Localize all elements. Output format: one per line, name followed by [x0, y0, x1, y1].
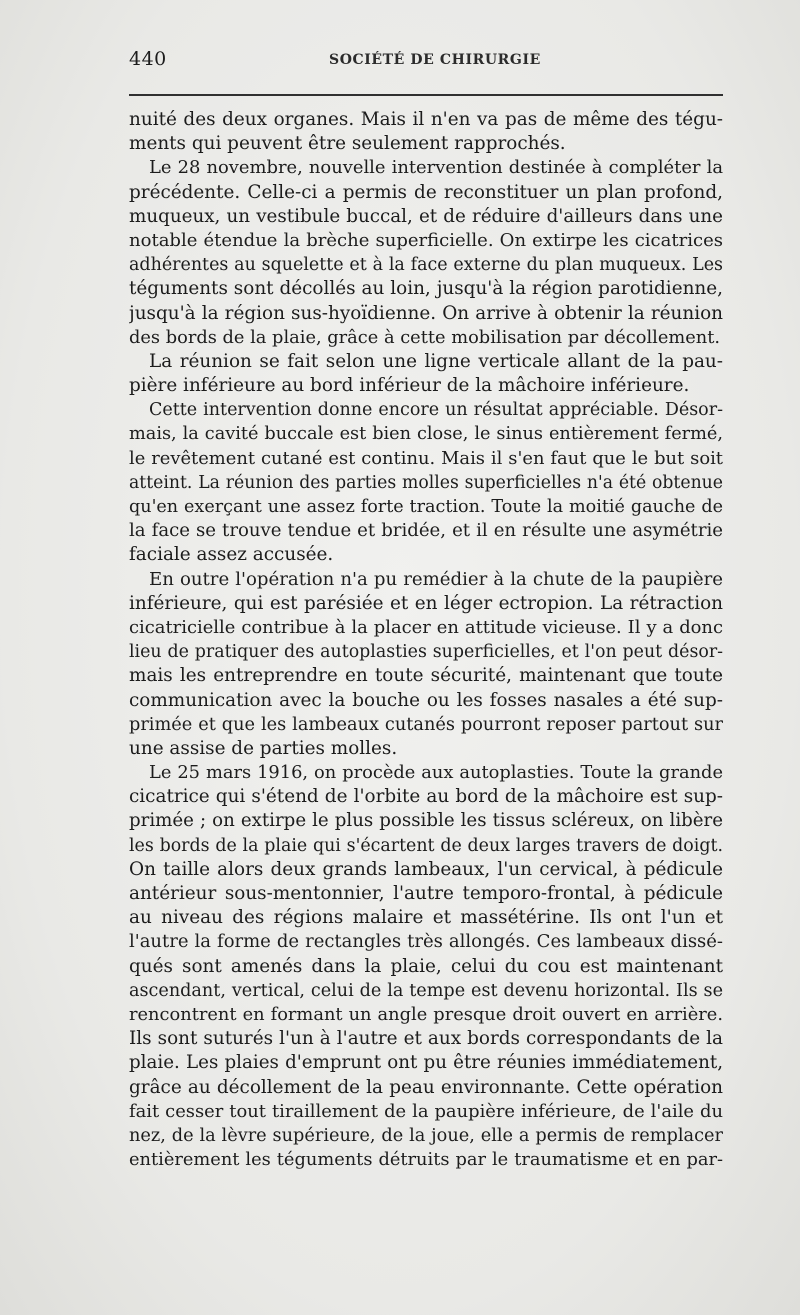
text-line: des bords de la plaie, grâce à cette mobilisation par décollement.	[129, 326, 721, 348]
text-line: primée et que les lambeaux cutanés pourront reposer partout sur	[129, 714, 723, 735]
text-line: mais les entreprendre en toute sécurité, maintenant que toute	[129, 665, 723, 687]
running-title: SOCIÉTÉ DE CHIRURGIE	[329, 52, 541, 68]
text-line: notable étendue la brèche superficielle. On extirpe les cicatrices	[129, 229, 723, 251]
text-line: adhérentes au squelette et à la face externe du plan muqueux. Les	[129, 255, 723, 276]
body-text	[129, 108, 723, 1172]
text-line: La réunion se fait selon une ligne verticale allant de la pau-	[149, 350, 723, 372]
text-line: Ils sont suturés l'un à l'autre et aux bords correspondants de la	[129, 1028, 723, 1050]
text-line: Cette intervention donne encore un résultat appréciable. Désor-	[149, 400, 723, 421]
text-line: téguments sont décollés au loin, jusqu'à la région parotidienne,	[129, 278, 723, 300]
text-line: le revêtement cutané est continu. Mais il s'en faut que le but soit	[129, 447, 723, 469]
text-line: On taille alors deux grands lambeaux, l'un cervical, à pédicule	[129, 858, 723, 880]
text-line: cicatricielle contribue à la placer en attitude vicieuse. Il y a donc	[129, 616, 723, 638]
text-line: la face se trouve tendue et bridée, et il en résulte une asymétrie	[129, 520, 723, 542]
text-line: qués sont amenés dans la plaie, celui du cou est maintenant	[129, 955, 723, 977]
text-line: primée ; on extirpe le plus possible les tissus scléreux, on libère	[129, 810, 723, 832]
text-line: En outre l'opération n'a pu remédier à la chute de la paupière	[149, 568, 723, 590]
text-line: précédente. Celle-ci a permis de reconstituer un plan profond,	[129, 181, 723, 203]
text-line: nuité des deux organes. Mais il n'en va pas de même des tégu-	[129, 109, 723, 130]
text-line: mais, la cavité buccale est bien close, le sinus entièrement fermé,	[129, 424, 723, 445]
text-line: grâce au décollement de la peau environnante. Cette opération	[129, 1076, 723, 1098]
text-line: nez, de la lèvre supérieure, de la joue, elle a permis de remplacer	[129, 1125, 723, 1146]
page-number: 440	[129, 48, 167, 70]
text-line: lieu de pratiquer des autoplasties superficielles, et l'on peut désor-	[129, 642, 723, 663]
text-line: une assise de parties molles.	[129, 737, 398, 759]
header-rule	[129, 94, 723, 96]
text-line: muqueux, un vestibule buccal, et de réduire d'ailleurs dans une	[129, 205, 723, 227]
text-line: qu'en exerçant une assez forte traction. Toute la moitié gauche de	[129, 497, 723, 517]
text-line: communication avec la bouche ou les fosses nasales a été sup-	[129, 689, 723, 711]
text-line: Le 25 mars 1916, on procède aux autoplasties. Toute la grande	[149, 762, 723, 784]
text-line: fait cesser tout tiraillement de la paupière inférieure, de l'aile du	[129, 1100, 723, 1122]
text-line: inférieure, qui est parésiée et en léger ectropion. La rétraction	[129, 592, 723, 614]
text-line: ascendant, vertical, celui de la tempe est devenu horizontal. Ils se	[129, 980, 723, 1001]
text-line: rencontrent en formant un angle presque droit ouvert en arrière.	[129, 1003, 723, 1025]
text-line: entièrement les téguments détruits par le traumatisme et en par-	[129, 1149, 723, 1171]
text-line: plaie. Les plaies d'emprunt ont pu être réunies immédiatement,	[129, 1052, 723, 1074]
text-line: atteint. La réunion des parties molles superficielles n'a été obtenue	[129, 472, 723, 493]
page-header	[129, 46, 723, 78]
text-line: ments qui peuvent être seulement rapprochés.	[129, 133, 566, 155]
text-line: au niveau des régions malaire et massétérine. Ils ont l'un et	[129, 907, 723, 929]
text-line: les bords de la plaie qui s'écartent de deux larges travers de doigt.	[129, 835, 723, 856]
text-line: cicatrice qui s'étend de l'orbite au bord de la mâchoire est sup-	[129, 786, 723, 808]
text-line: l'autre la forme de rectangles très allongés. Ces lambeaux dissé-	[129, 931, 723, 953]
text-line: faciale assez accusée.	[129, 544, 334, 566]
text-line: pière inférieure au bord inférieur de la mâchoire inférieure.	[129, 375, 690, 397]
text-line: antérieur sous-mentonnier, l'autre temporo-frontal, à pédicule	[129, 883, 723, 904]
text-line: Le 28 novembre, nouvelle intervention destinée à compléter la	[149, 157, 723, 179]
text-line: jusqu'à la région sus-hyoïdienne. On arrive à obtenir la réunion	[129, 302, 723, 324]
